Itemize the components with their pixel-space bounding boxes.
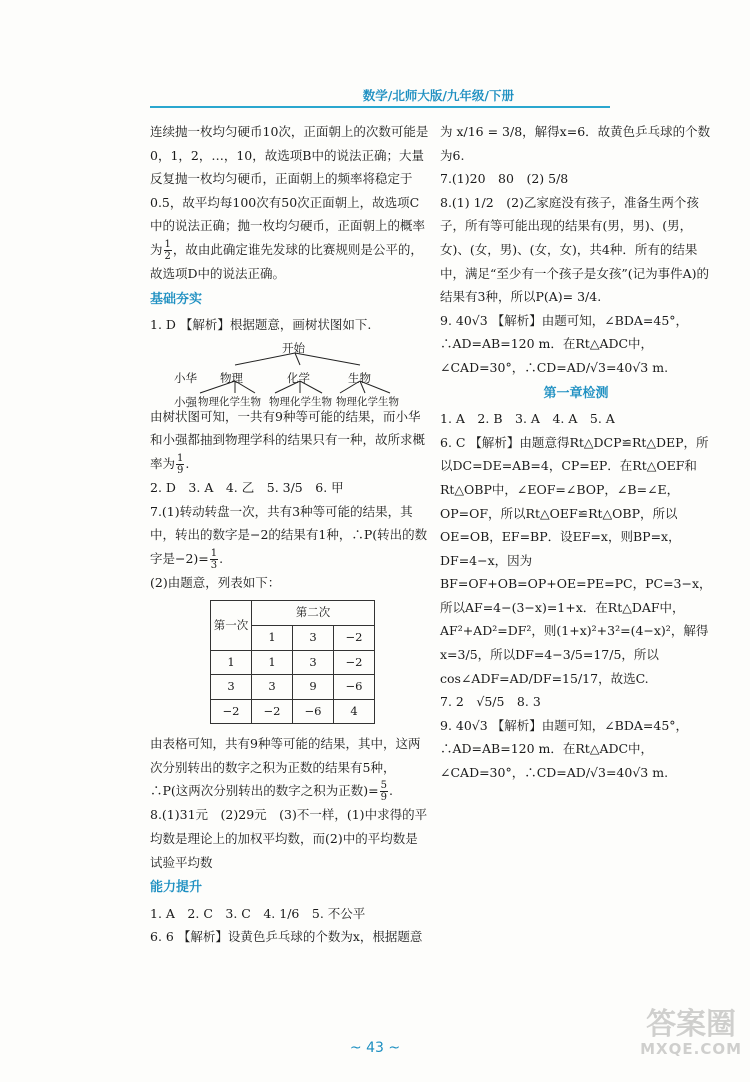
paragraph: (2)由题意，列表如下： — [150, 574, 281, 590]
answer-q7: 7.(1)20 80 (2) 5/8 — [440, 171, 569, 187]
table-row — [211, 675, 375, 700]
table-cell: −6 — [293, 699, 334, 724]
table-cell: −2 — [334, 625, 375, 650]
table-cell: 9 — [293, 675, 334, 700]
table-row — [211, 650, 375, 675]
answer-q9: 9. 40√3 【解析】由题可知，∠BDA=45°，∴AD=AB=120 m．在Rt△ADC中，∠CAD=30°，∴CD=AD/√3=40√3 m. — [440, 717, 689, 781]
result-table — [210, 600, 375, 724]
header-title: 数学/北师大版/九年级/下册 — [362, 88, 514, 103]
watermark — [640, 1007, 742, 1058]
table-cell: 1 — [211, 650, 252, 675]
page-number: ~ 43 ~ — [349, 1040, 401, 1056]
tree-leaves: 物理化学生物 — [269, 395, 332, 408]
table-cell: 3 — [293, 650, 334, 675]
tree-root: 开始 — [282, 340, 305, 355]
answers-q2-6: 2. D 3. A 4. 乙 5. 3/5 6. 甲 — [150, 479, 344, 495]
right-column — [440, 120, 712, 785]
tree-row-label: 小强 — [174, 394, 197, 409]
paragraph: 为 x/16 = 3/8，解得x=6．故黄色乒乓球的个数为6. — [440, 124, 711, 163]
answer-q8: 8.(1) 1/2 (2)乙家庭没有孩子，准备生两个孩子，所有等可能出现的结果有(男，男)、(男，女)、(女，男)、(女，女)，共4种．所有的结果中，满足“至少有一个孩子是女孩”(记为事件A)的结果有3种，所以P(A)= 3/4. — [440, 194, 710, 305]
table-corner: 第一次 — [211, 601, 252, 650]
fraction: $\frac{1}{2}$ — [164, 238, 171, 262]
tree-leaves: 物理化学生物 — [336, 395, 399, 408]
answer-q8: 8.(1)31元 (2)29元 (3)不一样，(1)中求得的平均数是理论上的加权平均数，而(2)中的平均数是试验平均数 — [150, 807, 428, 870]
section-heading: 基础夯实 — [150, 291, 203, 307]
table-cell: 3 — [252, 675, 293, 700]
answers-q7-8: 7. 2 √5/5 8. 3 — [440, 694, 541, 710]
fraction: $\frac{5}{9}$ — [380, 780, 388, 804]
section-heading: 能力提升 — [150, 880, 203, 896]
paragraph: 7.(1)转动转盘一次，共有3种等可能的结果，其中，转出的数字是−2的结果有1种，∴P(转出的数字是−2)= $\frac{1}{3}$ . — [150, 503, 428, 571]
answer-q9: 9. 40√3 【解析】由题可知，∠BDA=45°，∴AD=AB=120 m．在Rt△ADC中，∠CAD=30°，∴CD=AD/√3=40√3 m. — [440, 312, 689, 375]
table-cell: 3 — [211, 675, 252, 700]
running-header — [150, 86, 610, 108]
tree-branch: 生物 — [348, 370, 371, 385]
table-cell: −2 — [334, 650, 375, 675]
table-row — [211, 699, 375, 724]
table-cell: −2 — [211, 699, 252, 724]
table-header: 第二次 — [252, 601, 375, 626]
fraction: $\frac{1}{9}$ — [177, 452, 184, 476]
table-cell: 3 — [293, 625, 334, 650]
fraction: $\frac{1}{3}$ — [210, 547, 218, 571]
table-cell: −2 — [252, 699, 293, 724]
table-cell: 1 — [252, 650, 293, 675]
paragraph: 由树状图可知，一共有9种等可能的结果，而小华和小强都抽到物理学科的结果只有一种，故所求概率为 $\frac{1}{9}$ . — [150, 408, 426, 476]
answer-q6: 6. C 【解析】由题意得Rt△DCP≌Rt△DEP，所以DC=DE=AB=4，CP=EP．在Rt△OEF和Rt△OBP中，∠EOF=∠BOP，∠B=∠E，OP=OF，所以Rt△OEF≌Rt△OBP，所以OE=OB，EF=BP．设EF=x，则BP=x，DF=4−x，因为BF=OF+OB=OP+OE=PE=PC，PC=3−x，所以AF=4−(3−x)=1+x．在Rt△DAF中，AF²+AD²=DF²，则(1+x)²+3²=(4−x)²，解得x=3/5，所以DF=4−3/5=17/5，所以cos∠ADF=AD/DF=15/17，故选C. — [440, 434, 712, 686]
tree-row-label: 小华 — [174, 370, 197, 385]
left-column — [150, 120, 430, 949]
paragraph: 由表格可知，共有9种等可能的结果，其中，这两次分别转出的数字之积为正数的结果有5种，∴P(这两次分别转出的数字之积为正数)= $\frac{5}{9}$ . — [150, 736, 421, 804]
tree-branch: 物理 — [220, 370, 243, 385]
tree-leaves: 物理化学生物 — [198, 395, 261, 408]
answers-q1-5: 1. A 2. C 3. C 4. 1/6 5. 不公平 — [150, 905, 366, 921]
tree-branch: 化学 — [287, 370, 310, 385]
table-cell: 4 — [334, 699, 375, 724]
tree-diagram — [150, 337, 430, 409]
table-cell: −6 — [334, 675, 375, 700]
answer-q1: 1. D 【解析】根据题意，画树状图如下. — [150, 317, 372, 333]
watermark-logo: 答案圈 — [646, 1007, 737, 1042]
table-cell: 1 — [252, 625, 293, 650]
watermark-url: MXQE.COM — [640, 1040, 742, 1058]
paragraph: 连续抛一枚均匀硬币10次，正面朝上的次数可能是0，1，2，…，10，故选项B中的说法正确；大量反复抛一枚均匀硬币，正面朝上的频率将稳定于0.5，故平均每100次有50次正面朝上，故选项C中的说法正确；抛一枚均匀硬币，正面朝上的概率为 $\frac{1}{2}$ ，故由此确定谁先发球的比赛规则是公平的，故选项D中的说法正确。 — [150, 124, 429, 281]
answer-q6: 6. 6 【解析】设黄色乒乓球的个数为x，根据题意 — [150, 929, 423, 945]
answers-q1-5: 1. A 2. B 3. A 4. A 5. A — [440, 411, 615, 427]
section-heading: 第一章检测 — [543, 385, 609, 401]
